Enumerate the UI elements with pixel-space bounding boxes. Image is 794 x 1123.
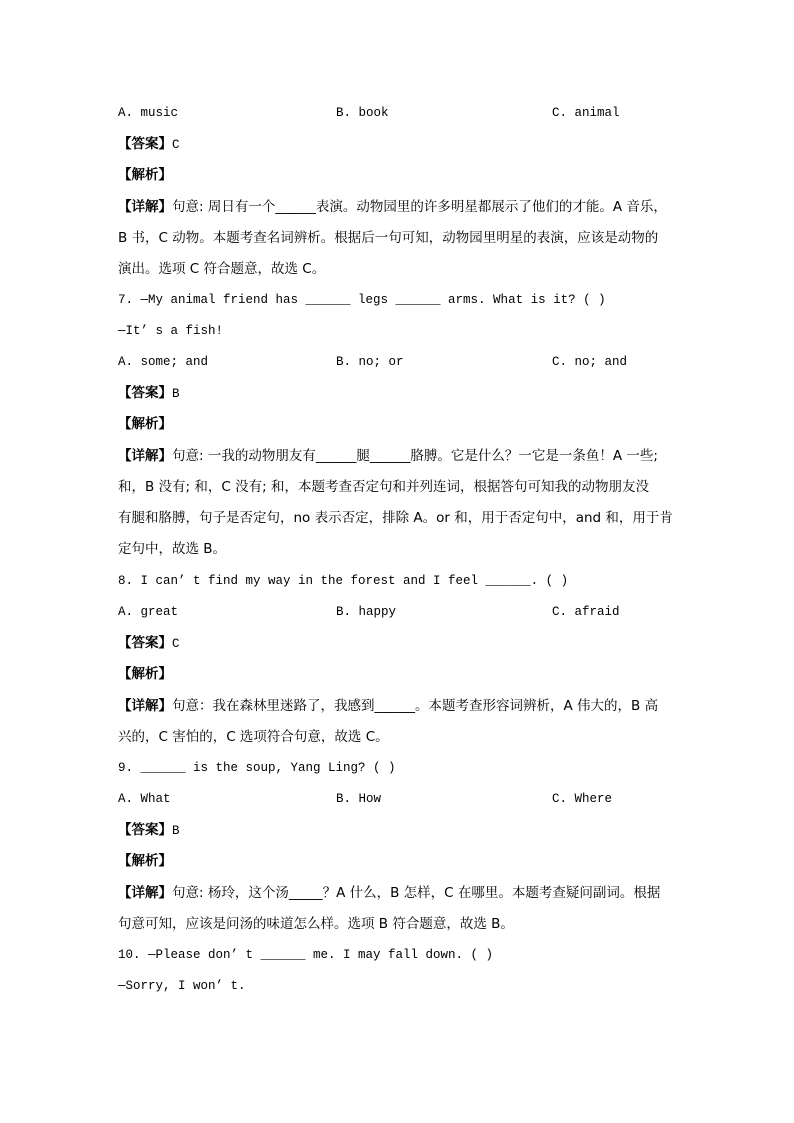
q6-analysis-label: 【解析】 <box>118 167 172 183</box>
q7-detail-line-2: 和，B 没有; 和，C 没有; 和，本题考查否定句和并列连词，根据答句可知我的动物朋友没 <box>118 479 649 495</box>
detail-label: 【详解】 <box>118 199 172 215</box>
q8-option-a: A. great <box>118 605 179 619</box>
q9-detail-line-1 <box>118 883 660 903</box>
q8-detail-line-2: 兴的，C 害怕的，C 选项符合句意，故选 C。 <box>118 729 389 745</box>
q6-detail-line-3: 演出。选项 C 符合题意，故选 C。 <box>118 261 326 277</box>
q8-option-c: C. afraid <box>552 605 620 619</box>
q10-question: 10. —Please don’ t ______ me. I may fall down. ( ) <box>118 948 494 962</box>
q7-option-b: B. no; or <box>336 355 404 369</box>
q7-analysis-label: 【解析】 <box>118 416 172 432</box>
q7-option-c: C. no; and <box>552 355 628 369</box>
detail-text: 句意: 周日有一个______表演。动物园里的许多明星都展示了他们的才能。A 音乐， <box>172 199 667 215</box>
detail-text: 句意: 杨玲，这个汤_____？A 什么，B 怎样，C 在哪里。本题考查疑问副词。根据 <box>172 885 661 901</box>
detail-text: 句意：我在森林里迷路了，我感到______。本题考查形容词辨析，A 伟大的，B 高 <box>172 698 659 714</box>
answer-value: C <box>172 637 180 651</box>
q8-option-b: B. happy <box>336 605 397 619</box>
q9-answer-row <box>118 820 180 841</box>
q9-option-b: B. How <box>336 792 382 806</box>
detail-label: 【详解】 <box>118 448 172 464</box>
q9-question: 9. ______ is the soup, Yang Ling? ( ) <box>118 761 396 775</box>
q7-option-a: A. some; and <box>118 355 209 369</box>
q8-question: 8. I can’ t find my way in the forest and I feel ______. ( ) <box>118 574 569 588</box>
q6-detail-line-2: B 书，C 动物。本题考查名词辨析。根据后一句可知，动物园里明星的表演，应该是动物的 <box>118 230 659 246</box>
answer-label: 【答案】 <box>118 385 172 401</box>
q10-reply: —Sorry, I won’ t. <box>118 979 246 993</box>
q9-option-a: A. What <box>118 792 171 806</box>
q7-detail-line-4: 定句中，故选 B。 <box>118 541 227 557</box>
q7-reply: —It’ s a fish! <box>118 324 224 338</box>
answer-label: 【答案】 <box>118 136 172 152</box>
detail-text: 句意: 一我的动物朋友有______腿______胳膊。它是什么？一它是一条鱼！A 一些; <box>172 448 658 464</box>
q6-option-a: A. music <box>118 106 179 120</box>
q6-option-c: C. animal <box>552 106 620 120</box>
answer-value: C <box>172 138 180 152</box>
q7-detail-line-1 <box>118 446 658 466</box>
answer-value: B <box>172 824 180 838</box>
q9-analysis-label: 【解析】 <box>118 853 172 869</box>
q7-detail-line-3: 有腿和胳膊，句子是否定句，no 表示否定，排除 A。or 和，用于否定句中，and 和，用于肯 <box>118 510 673 526</box>
q6-answer-row <box>118 134 180 155</box>
detail-label: 【详解】 <box>118 698 172 714</box>
q7-question: 7. —My animal friend has ______ legs ______ arms. What is it? ( ) <box>118 293 606 307</box>
answer-label: 【答案】 <box>118 635 172 651</box>
answer-value: B <box>172 387 180 401</box>
q9-detail-line-2: 句意可知，应该是问汤的味道怎么样。选项 B 符合题意，故选 B。 <box>118 916 514 932</box>
q8-detail-line-1 <box>118 696 658 716</box>
q9-option-c: C. Where <box>552 792 613 806</box>
q6-option-b: B. book <box>336 106 389 120</box>
answer-label: 【答案】 <box>118 822 172 838</box>
q8-answer-row <box>118 633 180 654</box>
q6-detail-line-1 <box>118 197 667 217</box>
detail-label: 【详解】 <box>118 885 172 901</box>
q7-answer-row <box>118 383 180 404</box>
q8-analysis-label: 【解析】 <box>118 666 172 682</box>
